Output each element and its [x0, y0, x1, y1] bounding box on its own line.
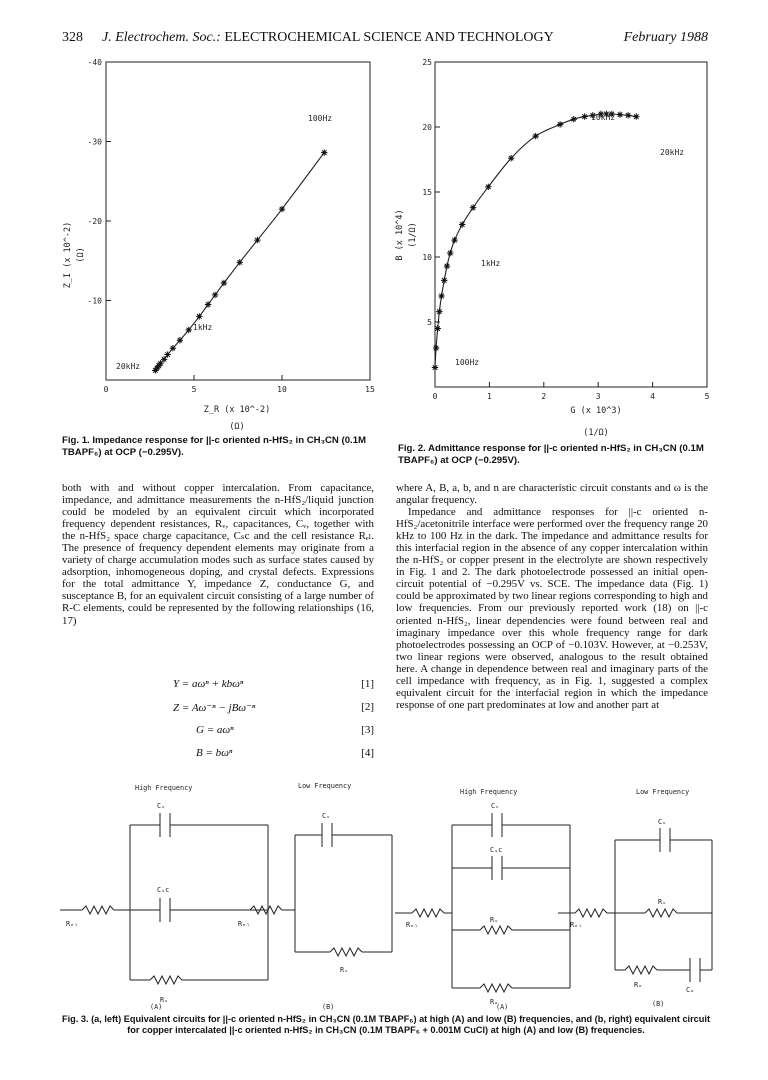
fig2-data-point	[470, 204, 476, 210]
fig1-annotation-100hz: 100Hz	[308, 114, 333, 123]
fig1-y-axis-unit: (Ω)	[76, 247, 86, 263]
label-ro: Rₒ	[490, 998, 499, 1006]
fig1-plot-frame	[106, 62, 370, 380]
label-ro: Rₒ	[634, 981, 643, 989]
capacitor-co	[690, 958, 700, 982]
fig2-y-label	[395, 209, 418, 260]
issue-date: February 1988	[623, 30, 708, 45]
resistor-rv	[150, 976, 182, 984]
equation-2-expr: Z = Aω⁻ⁿ − jBω⁻ⁿ	[173, 702, 256, 714]
wire	[444, 825, 570, 988]
fig2-annotation-100hz: 100Hz	[455, 358, 480, 367]
label-cv: Cᵥ	[491, 802, 500, 810]
resistor-rel	[575, 909, 607, 917]
fig2-x-tick-label: 2	[541, 392, 547, 401]
fig2-data-point	[625, 112, 631, 118]
fig1-caption: Fig. 1. Impedance response for ||-c oriented n-HfS₂ in CH₃CN (0.1M TBAPF₆) at OCP (−0.295V).	[62, 435, 367, 458]
fig2-fit-curve	[435, 114, 636, 368]
fig2-data-point	[557, 121, 563, 127]
fig2-data-point	[438, 293, 444, 299]
label-rv: Rᵥ	[658, 898, 667, 906]
fig3b-circuit-a	[395, 813, 570, 992]
fig2-annotation-10khz: 10kHz	[591, 113, 616, 122]
label-co: Cₒ	[686, 986, 695, 994]
capacitor-cv	[322, 823, 332, 847]
label-csc: Cₛc	[157, 886, 170, 894]
equation-1	[173, 678, 374, 692]
running-header	[62, 30, 708, 48]
journal-name: J. Electrochem. Soc.:	[102, 30, 221, 45]
page-number: 328	[62, 30, 83, 45]
fig2-data-point	[444, 263, 450, 269]
wire	[114, 825, 268, 980]
left-paragraph: both with and without copper intercalation. From capacitance, impedance, and admittance measurements the n-HfS₂/liquid junction could be modeled by an equivalent circuit which incorporated frequency dependent resistances, Rᵥ, capacitances, Cᵥ, together with the n-HfS₂ space charge capacitance, Cₛc and the cell resistance Rₑₗ. The presence of frequency dependent elements may originate from a variety of charge accumulation modes such as surface states caused by adsorption, inhomogeneous doping, and crystal defects. Expressions for the total admittance Y, impedance Z, conductance G, and susceptance B, for an equivalent circuit consisting of a large number of R-C elements, could be represented by the following relationships (16, 17)	[62, 482, 374, 627]
fig2-y-tick-label: 20	[422, 123, 432, 132]
label-rel: Rₑₗ	[570, 921, 583, 929]
label-cv: Cᵥ	[658, 818, 667, 826]
left-column	[62, 482, 374, 627]
label-rel: Rₑₗ	[238, 920, 251, 928]
fig1-impedance-chart	[50, 55, 380, 435]
label-rv: Rᵥ	[340, 966, 349, 974]
fig1-x-tick-label: 0	[103, 385, 109, 394]
fig1-x-axis-label: Z_R (x 10^-2)	[203, 405, 271, 415]
equation-2	[173, 701, 374, 715]
capacitor-csc	[492, 856, 502, 880]
equation-3-number: [3]	[361, 724, 374, 736]
fig2-x-axis-label: G (x 10^3)	[570, 406, 622, 416]
fig2-annotation-20khz: 20kHz	[660, 148, 685, 157]
fig2-data-point	[581, 113, 587, 119]
fig3-caption: Fig. 3. (a, left) Equivalent circuits for ||-c oriented n-HfS₂ in CH₃CN (0.1M TBAPF₆) at high (A) and low (B) frequencies, and (b, right) equivalent circuit for copper intercalated ||-c oriented n-HfS₂ in CH₃CN (0.1M TBAPF₆ + 0.001M CuCl) at high (A) and low (B) frequencies.	[61, 1014, 711, 1035]
fig2-data-point	[451, 237, 457, 243]
fig2-x-tick-label: 1	[486, 392, 492, 401]
capacitor-cv	[160, 813, 170, 837]
fig1-data-point	[186, 327, 192, 333]
fig1-y-label	[63, 222, 86, 289]
fig3b-circuit-b	[558, 828, 712, 982]
equation-4-expr: B = bωⁿ	[196, 747, 233, 759]
journal-line	[102, 30, 554, 46]
fig1-y-tick-label: -20	[87, 217, 102, 226]
fig1-x-axis-unit: (Ω)	[229, 422, 245, 432]
equation-3	[196, 724, 374, 738]
equation-4-number: [4]	[361, 747, 374, 759]
fig2-admittance-chart	[390, 55, 718, 442]
label-rel: Rₑₗ	[66, 920, 79, 928]
fig2-data-point	[532, 133, 538, 139]
resistor-rv	[330, 948, 362, 956]
fig3b-tag-b: (B)	[652, 1000, 665, 1008]
fig2-data-point	[432, 364, 438, 370]
resistor-rel	[82, 906, 114, 914]
fig1-y-tick-label: -10	[87, 296, 102, 306]
resistor-rv	[645, 909, 677, 917]
right-column	[396, 482, 708, 711]
resistor-rel	[412, 909, 444, 917]
label-rel: Rₑₗ	[406, 921, 419, 929]
fig1-x-tick-label: 10	[277, 385, 287, 394]
right-paragraph-1: where A, B, a, b, and n are characteristic circuit constants and ω is the angular frequency.	[396, 482, 708, 507]
capacitor-csc	[160, 898, 170, 922]
fig3a-circuit-a	[60, 813, 268, 984]
label-cv: Cᵥ	[322, 812, 331, 820]
label-rv: Rᵥ	[490, 916, 499, 924]
fig3-circuits	[40, 780, 740, 1010]
fig2-x-tick-label: 5	[704, 392, 710, 401]
fig2-x-axis-unit: (1/Ω)	[583, 428, 609, 438]
fig2-data-point	[441, 277, 447, 283]
capacitor-cv	[660, 828, 670, 852]
resistor-ro	[625, 966, 657, 974]
fig3a-title-high: High Frequency	[135, 784, 193, 792]
fig2-annotation-1khz: 1kHz	[481, 259, 501, 268]
journal-section: ELECTROCHEMICAL SCIENCE AND TECHNOLOGY	[224, 30, 554, 45]
fig3a-tag-b: (B)	[322, 1003, 335, 1010]
equation-1-expr: Y = aωⁿ + kbωⁿ	[173, 678, 244, 690]
fig1-data-point	[237, 259, 243, 265]
fig1-x-tick-label: 15	[365, 385, 375, 394]
fig2-data-point	[459, 221, 465, 227]
fig2-x-tick-label: 4	[650, 392, 656, 401]
label-cv: Cᵥ	[157, 802, 166, 810]
equation-3-expr: G = aωⁿ	[196, 724, 234, 736]
wire	[282, 835, 392, 952]
label-rv: Rᵥ	[160, 996, 169, 1004]
fig3b-tag-a: (A)	[496, 1003, 509, 1010]
fig2-x-tick-label: 3	[595, 392, 601, 401]
equation-4	[196, 747, 374, 761]
fig3a-title-low: Low Frequency	[298, 782, 352, 790]
fig2-y-tick-label: 5	[427, 318, 432, 327]
fig2-y-axis-unit: (1/Ω)	[408, 222, 418, 248]
equations-block	[150, 678, 374, 761]
fig2-caption: Fig. 2. Admittance response for ||-c oriented n-HfS₂ in CH₃CN (0.1M TBAPF₆) at OCP (−0.295V).	[398, 443, 704, 466]
fig1-annotation-20khz: 20kHz	[116, 362, 141, 371]
capacitor-cv	[492, 813, 502, 837]
fig2-plot-frame	[435, 62, 707, 387]
fig2-x-tick-label: 0	[432, 392, 438, 401]
fig2-data-point	[436, 308, 442, 314]
resistor-ro	[480, 984, 512, 992]
fig1-data-point	[196, 313, 202, 319]
fig2-data-point	[633, 113, 639, 119]
equation-2-number: [2]	[361, 701, 374, 713]
fig3b-title-low: Low Frequency	[636, 788, 690, 796]
fig2-data-point	[433, 345, 439, 351]
fig3a-tag-a: (A)	[150, 1003, 163, 1010]
fig2-y-tick-label: 15	[422, 188, 432, 197]
label-csc: Cₛc	[490, 846, 503, 854]
fig1-x-tick-label: 5	[191, 385, 197, 394]
fig2-y-tick-label: 25	[422, 58, 432, 67]
fig2-y-axis-label: B (x 10^4)	[395, 209, 405, 261]
fig1-y-axis-label: Z_I (x 10^-2)	[63, 221, 73, 289]
fig3a-circuit-b	[232, 823, 392, 956]
fig1-annotation-1khz: 1kHz	[193, 323, 213, 332]
fig1-y-tick-label: -30	[87, 137, 102, 147]
equation-1-number: [1]	[361, 678, 374, 690]
fig2-data-point	[617, 111, 623, 117]
resistor-rv	[480, 926, 512, 934]
fig2-data-point	[571, 116, 577, 122]
fig3b-title-high: High Frequency	[460, 788, 518, 796]
fig1-y-tick-label: -40	[87, 58, 102, 67]
right-paragraph-2: Impedance and admittance responses for ||-c oriented n-HfS₂/acetonitrile interface were performed over the frequency range 20 kHz to 100 Hz in the dark. The impedance and admittance results for this interfacial region in the absence of any copper intercalation within the n-HfS₂ or copper present in the electrolyte are shown respectively in Fig. 1 and 2. The dark photoelectrode possessed an initial open-circuit potential of −0.295V vs. SCE. The impedance data (Fig. 1) could be approximated by two linear regions corresponding to high and low frequencies. From our previously reported work (18) on ||-c oriented n-HfS₂, linear dependencies were found between real and imaginary impedance over this whole frequency range for dark photoelectrodes possessing an OCP of −0.103V. However, at −0.253V, two linear regions were observed, analogous to the result obtained here. A change in dependence between real and imaginary parts of the cell impedance with frequency, as in Fig. 1, suggested a complex equivalent circuit for the interfacial region in which the impedance response of one part predominates at low and another part at	[396, 506, 708, 711]
fig1-data-point	[321, 149, 327, 155]
fig2-data-point	[447, 250, 453, 256]
fig2-y-tick-label: 10	[422, 253, 432, 262]
fig1-data-point	[170, 345, 176, 351]
fig1-data-point	[254, 237, 260, 243]
